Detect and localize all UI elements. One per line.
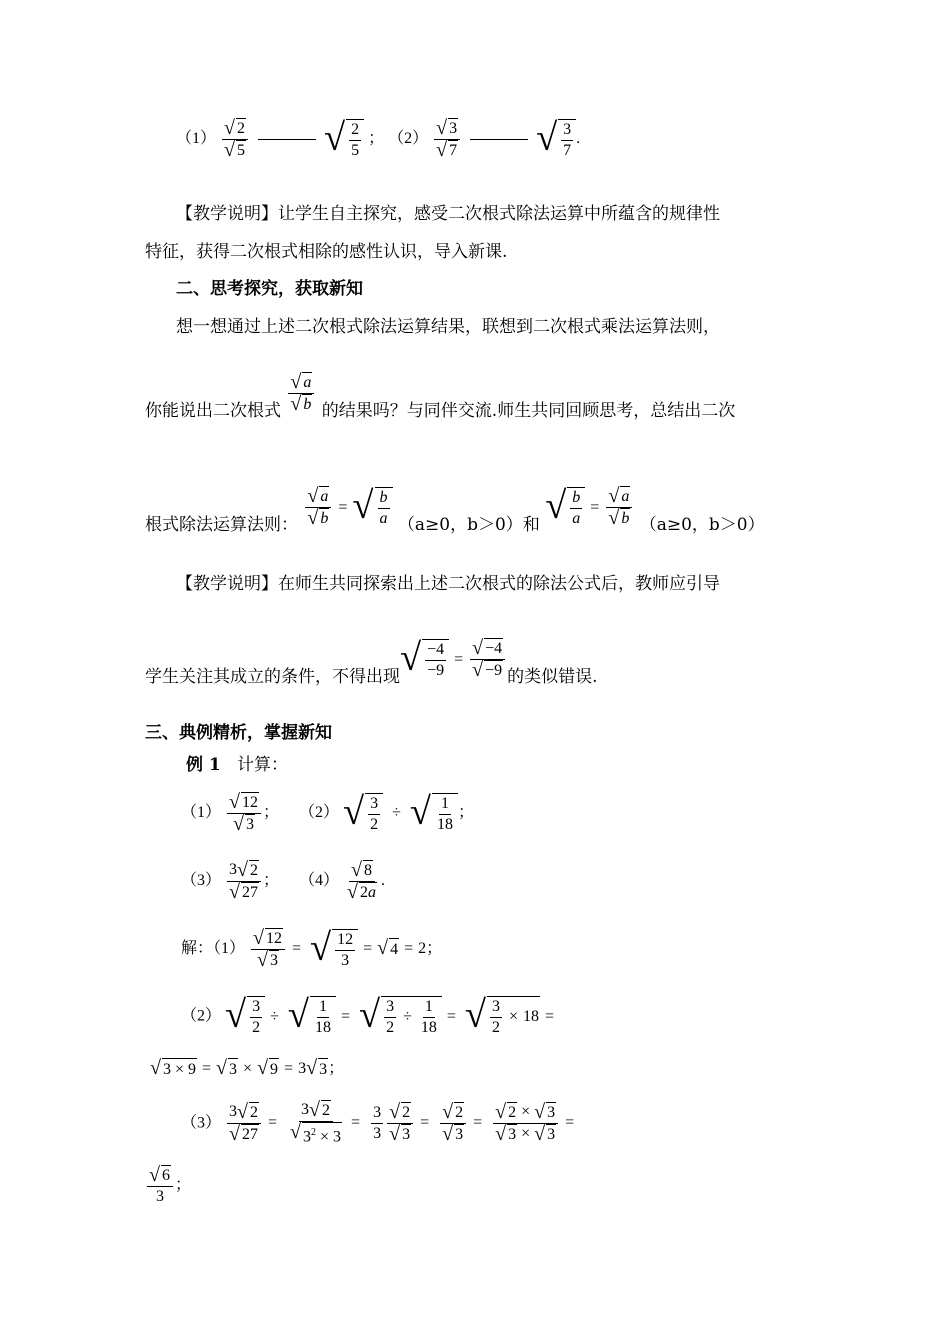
solution-2-line1: （2） √ $\frac{3}{2}$ ÷ √ $\frac{1}{18}$ = √ $\frac{3}{2}$ ÷ $\frac{1}{18}$ = √ $\frac{3}{2}$ × 18 = [181,994,555,1036]
intro-compare-line: （1） √ 2 √ 5 √ $\frac{2}{5}$ ； （2） √ 3 √ 7 √ $\frac{3}{7}$ . [176,116,581,161]
sqrt-2-over-5: √ $\frac{2}{5}$ [324,119,364,161]
frac-sqrt3-sqrt7: √ 3 √ 7 [434,118,460,161]
solution-1: 解：（1） √ 12 √ 3 = √ $\frac{12}{3}$ = √ 4 = 2； [181,926,443,971]
teaching-note-1-line2: 特征，获得二次根式相除的感性认识，导入新课. [145,242,508,262]
q1-label: （1） [176,130,217,148]
q2-label: （2） [388,130,429,148]
rule2-rhs-frac: √ a √ b [606,486,632,529]
example-1-problems-row2: （3） 3 √ 2 √ 27 ； （4） √ 8 √ 2a . [181,859,386,903]
wrong-example-sqrt: √ $\frac{-4}{-9}$ [400,639,449,681]
section-2-heading: 二、思考探究，获取新知 [176,279,363,299]
frac-sqrt-a-sqrt-b: √ a √ b [288,372,314,415]
frac-sqrt2-sqrt5: √ 2 √ 5 [222,118,248,161]
solution-3-line2: √ 6 3 ； [149,1164,191,1205]
example-1-problems-row1: （1） √ 12 √ 3 ； （2） √ $\frac{3}{2}$ ÷ √ $\frac{1}{18}$ ； [181,790,474,835]
division-rule-line: 根式除法运算法则： √ a √ b = √ $\frac{b}{a}$ （a≥0，b＞0）和 √ $\frac{b}{a}$ = √ a √ b （a≥0，b＞0） [145,484,765,535]
answer-blank-2[interactable] [470,139,528,140]
solution-2-line2: √ 3 × 9 = √ 3 × √ 9 = 3 √ 3 ； [150,1057,345,1079]
teaching-note-1-line1: 【教学说明】让学生自主探究，感受二次根式除法运算中所蕴含的规律性 [176,204,720,224]
teaching-note-2-line1: 【教学说明】在师生共同探索出上述二次根式的除法公式后，教师应引导 [176,574,720,594]
rule-rhs-sqrt: √ $\frac{b}{a}$ [352,487,392,529]
section-3-heading: 三、典例精析，掌握新知 [145,723,332,743]
section-2-para-2: 你能说出二次根式 √ a √ b 的结果吗？与同伴交流.师生共同回顾思考，总结出二次 [145,371,736,421]
section-2-para-1: 想一想通过上述二次根式除法运算结果，联想到二次根式乘法运算法则， [176,317,720,337]
rule2-lhs-sqrt: √ $\frac{b}{a}$ [545,487,585,529]
wrong-example-frac: √ −4 √ −9 [470,638,505,681]
sqrt-3-over-7: √ $\frac{3}{7}$ [536,119,576,161]
rule-lhs-frac: √ a √ b [305,486,331,529]
teaching-note-2-line2: 学生关注其成立的条件，不得出现 √ $\frac{-4}{-9}$ = √ −4 √ −9 的类似错误. [145,636,598,687]
example-1-title: 例 1 计算： [186,755,288,775]
solution-3-line1: （3） 3 √ 2 √ 27 = 3 √ 2 √ $3^2 \times 3$ = $\frac{3}{3}$ √ 2 √ 3 = √ 2 √ 3 = √ 2 × √ 3 √ 3 × √ 3 = [181,1099,575,1146]
answer-blank-1[interactable] [258,139,316,140]
